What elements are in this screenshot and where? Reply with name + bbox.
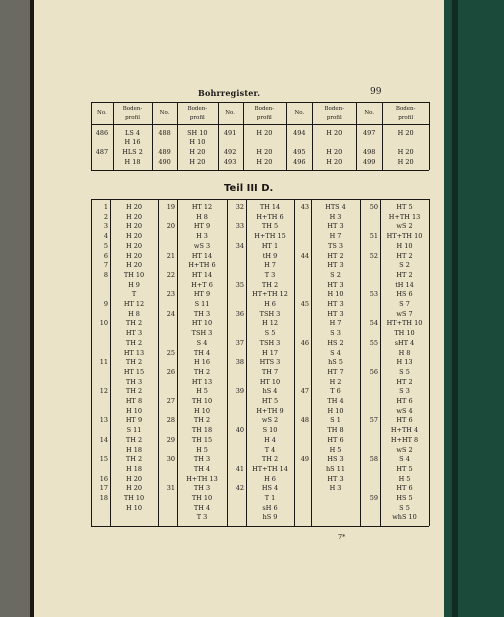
soil-profile: H+TH 13	[388, 212, 421, 221]
soil-profile: HT 5	[261, 397, 279, 405]
soil-profile: HT 2	[396, 377, 413, 386]
soil-profile: H 3	[196, 232, 208, 241]
soil-profile: S 2	[399, 261, 410, 270]
bore-number: 48	[300, 416, 309, 425]
soil-profile: S 11	[126, 426, 142, 435]
bore-number: 25	[166, 348, 175, 357]
bore-number: 3	[103, 222, 108, 231]
top-table-header: No.	[97, 110, 107, 116]
soil-profile: TH 3	[193, 484, 211, 493]
soil-profile: TH 2	[193, 416, 211, 425]
soil-profile: TH 2	[261, 280, 279, 289]
top-table-cell: 490	[158, 158, 171, 166]
bore-number: 33	[235, 222, 244, 231]
bore-number: 49	[300, 455, 309, 464]
top-table-header: Boden- profil	[254, 106, 275, 121]
soil-profile: S 2	[330, 270, 341, 279]
bore-number: 52	[369, 251, 378, 260]
soil-profile: hS 4	[262, 387, 278, 396]
bore-number: 45	[300, 300, 309, 308]
bore-number: 27	[166, 397, 175, 405]
soil-profile: H 3	[329, 484, 342, 493]
soil-profile: HT 9	[193, 222, 211, 231]
top-table-cell: 496	[293, 158, 306, 166]
soil-profile: HTS 4	[325, 203, 346, 211]
soil-profile: H 7	[264, 261, 276, 270]
soil-profile: TH 4	[327, 397, 344, 405]
top-table-header: Boden- profil	[122, 106, 143, 121]
soil-profile: S 3	[330, 329, 341, 338]
soil-profile: TH 2	[125, 435, 143, 444]
bore-number: 42	[235, 484, 244, 493]
soil-profile: wS 7	[396, 309, 413, 318]
top-table-header: Boden- profil	[324, 106, 345, 121]
top-table-cell: 487	[95, 148, 109, 156]
soil-profile: T 6	[330, 387, 341, 396]
soil-profile: TH 2	[125, 455, 143, 464]
soil-profile: T 3	[196, 513, 208, 522]
soil-profile: H+TH 9	[256, 406, 284, 415]
top-table-cell: H 20	[397, 148, 414, 156]
bore-number: 55	[369, 338, 378, 347]
top-table-cell: H 10	[189, 138, 206, 146]
soil-profile: H+TH 15	[254, 232, 286, 241]
soil-profile: H 13	[396, 358, 413, 367]
soil-profile: TH 4	[193, 464, 211, 473]
soil-profile: TH 4	[193, 348, 211, 357]
top-table-border	[91, 170, 429, 171]
soil-profile: HT 13	[191, 377, 213, 386]
soil-profile: wS 3	[193, 241, 211, 250]
soil-profile: H+TH 4	[390, 426, 419, 435]
soil-profile: TH 2	[125, 319, 143, 328]
soil-profile: H 20	[125, 203, 142, 211]
bore-number: 8	[103, 270, 108, 279]
soil-profile: H 5	[196, 387, 208, 396]
bore-number: 50	[369, 203, 378, 211]
top-table-column-rule	[429, 102, 430, 170]
soil-profile: tH 14	[395, 280, 414, 289]
soil-profile: H 7	[329, 232, 342, 241]
bore-number: 59	[369, 494, 378, 502]
bore-number: 36	[235, 309, 244, 318]
soil-profile: H 8	[128, 309, 140, 318]
soil-profile: TH 3	[125, 377, 143, 386]
book-page	[34, 0, 444, 617]
soil-profile: H+T 6	[191, 280, 213, 289]
soil-profile: HT+TH 14	[252, 464, 288, 473]
soil-profile: H 10	[125, 503, 142, 512]
main-table-column-rule	[429, 199, 430, 526]
soil-profile: HS 5	[396, 494, 413, 502]
soil-profile: HT 6	[327, 435, 344, 444]
soil-profile: TH 3	[193, 455, 211, 464]
soil-profile: HS 3	[327, 455, 344, 464]
top-table-header: Boden- profil	[187, 106, 208, 121]
main-table-column-rule	[360, 199, 361, 526]
bore-number: 43	[300, 203, 309, 211]
soil-profile: HT 3	[327, 474, 344, 483]
left-page-edge	[0, 0, 30, 617]
soil-profile: HT 6	[396, 484, 413, 493]
page-number: 99	[370, 87, 382, 97]
soil-profile: HT 1	[261, 241, 279, 250]
soil-profile: H 5	[398, 474, 411, 483]
bore-number: 56	[369, 367, 378, 376]
soil-profile: HT 14	[191, 251, 213, 260]
soil-profile: H 10	[396, 241, 413, 250]
main-table-border	[91, 199, 429, 200]
soil-profile: TH 10	[191, 397, 213, 405]
cover-edge-shadow	[452, 0, 458, 617]
soil-profile: HT+TH 10	[386, 319, 423, 328]
soil-profile: TS 3	[328, 241, 343, 250]
bore-number: 4	[103, 232, 108, 241]
bore-number: 30	[166, 455, 175, 464]
soil-profile: H 20	[125, 212, 142, 221]
bore-number: 37	[235, 338, 244, 347]
bore-number: 54	[369, 319, 378, 328]
soil-profile: HT+TH 10	[386, 232, 423, 241]
bore-number: 57	[369, 416, 378, 425]
soil-profile: TH 10	[123, 494, 145, 502]
top-table-cell: 499	[363, 158, 376, 166]
top-table-cell: 495	[293, 148, 306, 156]
bore-number: 13	[99, 416, 108, 425]
soil-profile: H+TH 6	[188, 261, 216, 270]
bore-number: 11	[99, 358, 108, 367]
soil-profile: TH 2	[125, 338, 143, 347]
soil-profile: H+TH 13	[186, 474, 218, 483]
top-table-cell: 493	[223, 158, 237, 166]
soil-profile: wS 2	[396, 222, 413, 231]
top-table-cell: H 20	[189, 158, 206, 166]
bore-number: 9	[103, 300, 108, 308]
bore-number: 14	[99, 435, 108, 444]
soil-profile: HT 10	[259, 377, 281, 386]
main-table-border	[91, 526, 429, 527]
soil-profile: H 20	[125, 232, 142, 241]
soil-profile: TH 8	[327, 426, 344, 435]
bore-number: 41	[235, 464, 244, 473]
top-table-cell: 497	[363, 129, 376, 137]
soil-profile: wS 2	[261, 416, 279, 425]
bore-number: 28	[166, 416, 175, 425]
bore-number: 32	[235, 203, 244, 211]
soil-profile: T 3	[264, 270, 276, 279]
main-table-column-rule	[158, 199, 159, 526]
bore-number: 53	[369, 290, 378, 299]
section-title: Teil III D.	[224, 183, 274, 194]
bore-number: 20	[166, 222, 175, 231]
soil-profile: HT 14	[191, 270, 213, 279]
soil-profile: sH 6	[262, 503, 278, 512]
bore-number: 35	[235, 280, 244, 289]
soil-profile: TH 18	[191, 426, 213, 435]
top-table-header-rule	[91, 124, 429, 125]
top-table-cell: 488	[158, 129, 171, 137]
top-table-cell: H 20	[326, 129, 343, 137]
soil-profile: HS 4	[261, 484, 279, 493]
soil-profile: HT 3	[327, 309, 344, 318]
soil-profile: HT 2	[396, 251, 413, 260]
bore-number: 16	[99, 474, 108, 483]
soil-profile: H 20	[125, 484, 142, 493]
soil-profile: S 5	[399, 367, 410, 376]
bore-number: 39	[235, 387, 244, 396]
top-table-cell: SH 10	[187, 129, 208, 137]
top-table-header: No.	[159, 110, 170, 116]
top-table-cell: 498	[363, 148, 376, 156]
soil-profile: TH 2	[125, 387, 143, 396]
top-table-cell: 489	[158, 148, 171, 156]
soil-profile: TH 3	[193, 309, 211, 318]
bore-number: 17	[99, 484, 108, 493]
soil-profile: H 10	[327, 406, 344, 415]
soil-profile: H 10	[193, 406, 210, 415]
soil-profile: sHT 4	[394, 338, 415, 347]
bore-number: 22	[166, 270, 175, 279]
bore-number: 46	[300, 338, 309, 347]
soil-profile: wS 4	[396, 406, 413, 415]
soil-profile: TSH 3	[259, 309, 281, 318]
top-table-cell: H 20	[326, 148, 343, 156]
signature-mark: 7*	[338, 533, 346, 541]
soil-profile: H+TH 6	[256, 212, 284, 221]
soil-profile: S 5	[399, 503, 410, 512]
bore-number: 40	[235, 426, 244, 435]
soil-profile: HT 3	[327, 280, 344, 289]
bore-number: 19	[166, 203, 175, 211]
bore-number: 2	[103, 212, 108, 221]
bore-number: 12	[99, 387, 108, 396]
bore-number: 29	[166, 435, 175, 444]
soil-profile: S 3	[399, 387, 410, 396]
soil-profile: HT 3	[327, 222, 344, 231]
soil-profile: HT 3	[125, 329, 143, 338]
soil-profile: TH 10	[123, 270, 145, 279]
top-table-cell: HLS 2	[122, 148, 143, 156]
soil-profile: HT 12	[123, 300, 145, 308]
bore-number: 1	[103, 203, 108, 211]
soil-profile: H 5	[196, 445, 208, 454]
soil-profile: HT 2	[396, 270, 413, 279]
soil-profile: hS 9	[262, 513, 278, 522]
running-head: Bohrregister.	[198, 88, 261, 98]
bore-number: 5	[103, 241, 108, 250]
soil-profile: TH 7	[261, 367, 279, 376]
soil-profile: H 20	[125, 241, 142, 250]
soil-profile: H 20	[125, 474, 142, 483]
top-table-cell: H 16	[124, 138, 141, 146]
top-table-cell: H 20	[397, 129, 414, 137]
bore-number: 7	[103, 261, 108, 270]
bore-number: 31	[166, 484, 175, 493]
top-table-cell: H 18	[124, 158, 141, 166]
soil-profile: HT 12	[191, 203, 213, 211]
soil-profile: hS 11	[326, 464, 345, 473]
soil-profile: TSH 3	[259, 338, 281, 347]
soil-profile: H 9	[128, 280, 140, 289]
soil-profile: S 4	[399, 455, 410, 464]
soil-profile: H 18	[125, 464, 142, 473]
soil-profile: whS 10	[392, 513, 417, 522]
top-table-cell: 486	[95, 129, 109, 137]
soil-profile: T 4	[264, 445, 276, 454]
soil-profile: H 16	[193, 358, 210, 367]
soil-profile: S 10	[262, 426, 278, 435]
soil-profile: HT 10	[191, 319, 213, 328]
bore-number: 26	[166, 367, 175, 376]
top-table-cell: 494	[293, 129, 306, 137]
soil-profile: TH 10	[191, 494, 213, 502]
soil-profile: TH 2	[125, 358, 143, 367]
top-table-cell: H 20	[397, 158, 414, 166]
bore-number: 47	[300, 387, 309, 396]
main-table-column-rule	[294, 199, 295, 526]
soil-profile: HT 9	[193, 290, 211, 299]
soil-profile: S 5	[264, 329, 276, 338]
bore-number: 51	[369, 232, 378, 241]
top-table-header: Boden- profil	[395, 106, 416, 121]
soil-profile: H 2	[329, 377, 342, 386]
soil-profile: S 7	[399, 300, 410, 308]
soil-profile: H 8	[196, 212, 208, 221]
top-table-header: No.	[294, 110, 305, 116]
bore-number: 34	[235, 241, 244, 250]
soil-profile: HT 6	[396, 397, 413, 405]
soil-profile: H 8	[398, 348, 411, 357]
soil-profile: H 7	[329, 319, 342, 328]
top-table-border	[91, 102, 429, 103]
soil-profile: HT 7	[327, 367, 344, 376]
soil-profile: HS 6	[396, 290, 413, 299]
top-table-cell: 492	[223, 148, 237, 156]
top-table-cell: H 20	[189, 148, 206, 156]
soil-profile: H 20	[125, 261, 142, 270]
top-table-cell: LS 4	[125, 129, 140, 137]
soil-profile: HT 2	[327, 251, 344, 260]
bore-number: 15	[99, 455, 108, 464]
soil-profile: TH 5	[261, 222, 279, 231]
soil-profile: TH 14	[259, 203, 281, 211]
bore-number: 21	[166, 251, 175, 260]
bore-number: 58	[369, 455, 378, 464]
soil-profile: TH 15	[191, 435, 213, 444]
soil-profile: H 6	[264, 300, 276, 308]
soil-profile: HT 3	[327, 261, 344, 270]
soil-profile: T	[131, 290, 137, 299]
top-table-cell: H 20	[326, 158, 343, 166]
top-table-cell: H 20	[256, 158, 273, 166]
bore-number: 23	[166, 290, 175, 299]
soil-profile: HT 6	[396, 416, 413, 425]
top-table-header: No.	[364, 110, 375, 116]
bore-number: 38	[235, 358, 244, 367]
soil-profile: TH 2	[261, 455, 279, 464]
soil-profile: S 4	[196, 338, 208, 347]
soil-profile: tH 9	[262, 251, 278, 260]
soil-profile: HT 3	[327, 300, 344, 308]
bore-number: 10	[99, 319, 108, 328]
bore-number: 44	[300, 251, 309, 260]
soil-profile: HT+TH 12	[252, 290, 288, 299]
soil-profile: hS 5	[328, 358, 343, 367]
soil-profile: S 1	[330, 416, 341, 425]
soil-profile: H 20	[125, 222, 142, 231]
soil-profile: HT 5	[396, 203, 413, 211]
soil-profile: H 20	[125, 251, 142, 260]
soil-profile: TSH 3	[191, 329, 213, 338]
soil-profile: H 17	[261, 348, 278, 357]
bore-number: 6	[103, 251, 108, 260]
soil-profile: wS 2	[396, 445, 413, 454]
bore-number: 24	[166, 309, 175, 318]
soil-profile: TH 2	[193, 367, 211, 376]
soil-profile: HT 8	[125, 397, 143, 405]
soil-profile: HT 15	[123, 367, 145, 376]
soil-profile: H 3	[329, 212, 342, 221]
soil-profile: S 4	[330, 348, 341, 357]
soil-profile: H 4	[264, 435, 276, 444]
soil-profile: H 10	[327, 290, 344, 299]
top-table-cell: H 20	[256, 129, 273, 137]
soil-profile: T 1	[264, 494, 276, 502]
soil-profile: HS 2	[327, 338, 344, 347]
soil-profile: TH 4	[193, 503, 211, 512]
soil-profile: HTS 3	[259, 358, 281, 367]
soil-profile: H+HT 8	[390, 435, 419, 444]
top-table-cell: 491	[223, 129, 237, 137]
soil-profile: HT 13	[123, 348, 145, 357]
top-table-cell: H 20	[256, 148, 273, 156]
bore-number: 18	[99, 494, 108, 502]
soil-profile: H 12	[261, 319, 278, 328]
soil-profile: HT 9	[125, 416, 143, 425]
soil-profile: H 6	[264, 474, 276, 483]
soil-profile: TH 10	[394, 329, 415, 338]
soil-profile: H 10	[125, 406, 142, 415]
soil-profile: S 11	[194, 300, 210, 308]
soil-profile: H 5	[329, 445, 342, 454]
soil-profile: HT 5	[396, 464, 413, 473]
top-table-header: No.	[225, 110, 236, 116]
soil-profile: H 18	[125, 445, 142, 454]
